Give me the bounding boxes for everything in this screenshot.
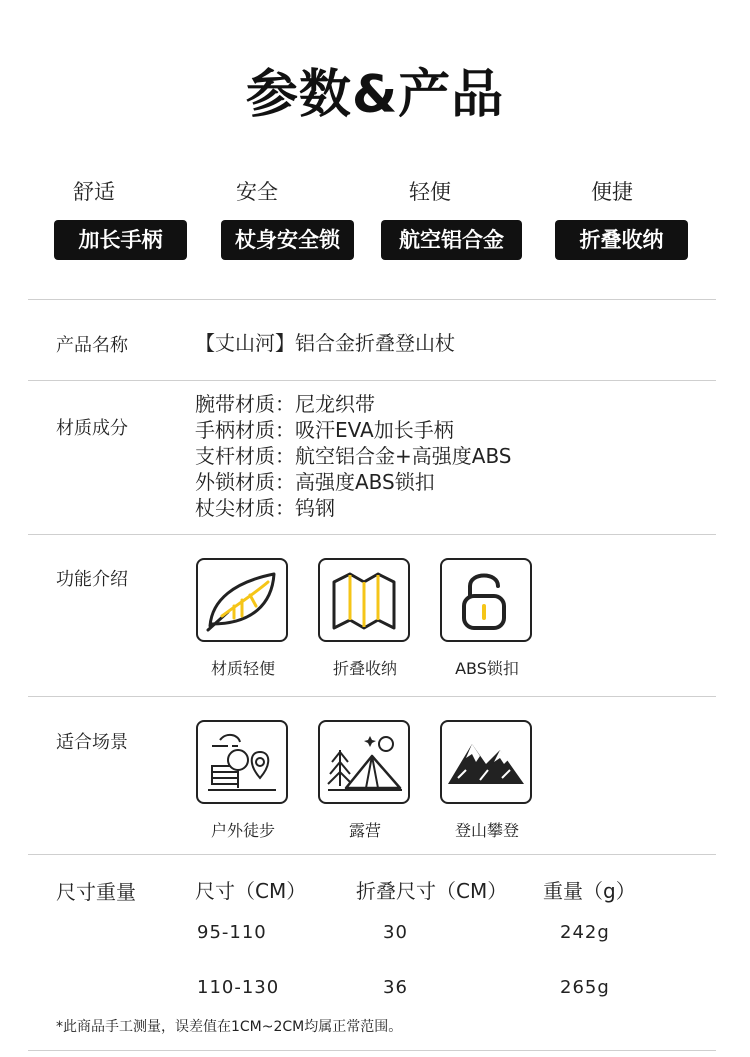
material-line: 杖尖材质：钨钢 bbox=[195, 496, 335, 520]
material-line: 外锁材质：高强度ABS锁扣 bbox=[195, 470, 435, 494]
mountains-icon bbox=[440, 720, 532, 804]
materials-list bbox=[195, 391, 512, 521]
size-weight-label: 尺寸重量 bbox=[56, 880, 136, 904]
divider bbox=[28, 854, 716, 855]
function-caption: 材质轻便 bbox=[210, 659, 275, 678]
table-cell: 265g bbox=[560, 977, 610, 998]
divider bbox=[28, 534, 716, 535]
product-name-label: 产品名称 bbox=[56, 335, 128, 356]
materials-label: 材质成分 bbox=[56, 418, 128, 439]
divider bbox=[28, 299, 716, 300]
camping-tent-icon bbox=[318, 720, 410, 804]
folded-map-icon bbox=[318, 558, 410, 642]
table-cell: 110-130 bbox=[197, 977, 280, 998]
column-header-size: 尺寸（CM） bbox=[195, 879, 307, 903]
feature-label-comfort: 舒适 bbox=[73, 180, 115, 204]
table-cell: 30 bbox=[383, 922, 408, 943]
scene-caption: 登山攀登 bbox=[454, 821, 519, 840]
material-line: 支杆材质：航空铝合金+高强度ABS bbox=[195, 444, 512, 468]
leaf-icon bbox=[196, 558, 288, 642]
feature-badge-fold: 折叠收纳 bbox=[555, 220, 688, 260]
measurement-note: *此商品手工测量，误差值在1CM~2CM均属正常范围。 bbox=[56, 1019, 403, 1035]
feature-label-light: 轻便 bbox=[409, 180, 451, 204]
material-line: 手柄材质：吸汗EVA加长手柄 bbox=[195, 418, 454, 442]
feature-badge-lock: 杖身安全锁 bbox=[221, 220, 354, 260]
functions-label: 功能介绍 bbox=[56, 569, 128, 590]
column-header-folded-size: 折叠尺寸（CM） bbox=[356, 879, 508, 903]
feature-label-convenient: 便捷 bbox=[591, 180, 633, 204]
page-title: 参数&产品 bbox=[245, 65, 505, 125]
table-cell: 36 bbox=[383, 977, 408, 998]
feature-badge-alloy: 航空铝合金 bbox=[381, 220, 522, 260]
product-name-value: 【丈山河】铝合金折叠登山杖 bbox=[195, 331, 455, 355]
divider bbox=[28, 380, 716, 381]
divider bbox=[28, 1050, 716, 1051]
scenes-label: 适合场景 bbox=[56, 732, 128, 753]
table-cell: 242g bbox=[560, 922, 610, 943]
scene-caption: 露营 bbox=[348, 821, 381, 840]
table-cell: 95-110 bbox=[197, 922, 267, 943]
feature-label-safety: 安全 bbox=[236, 180, 278, 204]
scene-caption: 户外徒步 bbox=[210, 821, 275, 840]
outdoor-hiking-icon bbox=[196, 720, 288, 804]
column-header-weight: 重量（g） bbox=[543, 879, 636, 903]
material-line: 腕带材质：尼龙织带 bbox=[195, 392, 375, 416]
function-caption: ABS锁扣 bbox=[455, 659, 519, 678]
padlock-icon bbox=[440, 558, 532, 642]
function-caption: 折叠收纳 bbox=[332, 659, 397, 678]
divider bbox=[28, 696, 716, 697]
feature-badge-handle: 加长手柄 bbox=[54, 220, 187, 260]
